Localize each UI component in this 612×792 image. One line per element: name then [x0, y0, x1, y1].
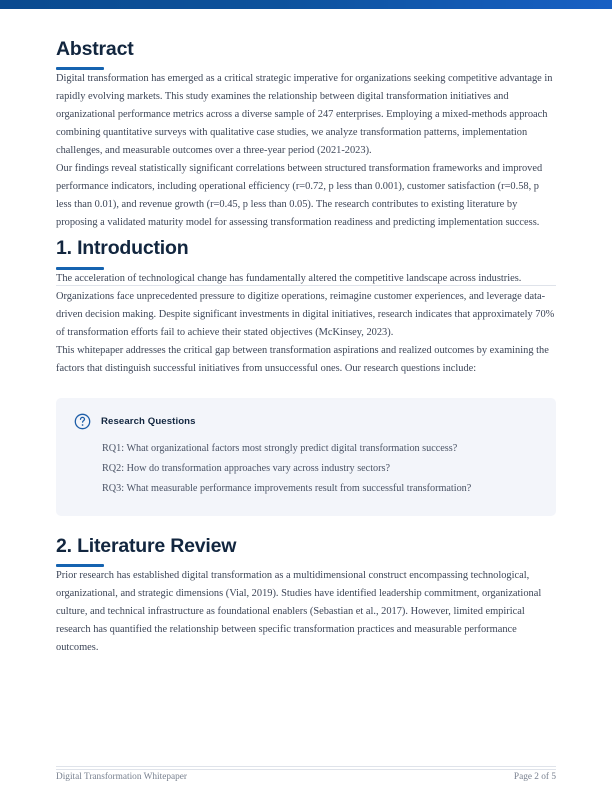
footer-divider-rule — [56, 766, 556, 767]
callout-title: Research Questions — [101, 415, 196, 427]
footer-page-number: Page 2 of 5 — [513, 772, 556, 782]
abstract-paragraph-2: Our findings reveal statistically significant correlations between structured transformation frameworks and improved performance indicators, including operational efficiency (r=0.72, p less than 0.001), customer satisfaction (r=0.58, p less than 0.01), and revenue growth (r=0.45, p less than 0.05). The research contributes to existing literature by proposing a validated maturity model for assessing transformation readiness and predicting implementation success. — [56, 163, 543, 229]
literature-review-heading: 2. Literature Review — [56, 534, 237, 557]
abstract-section — [56, 9, 556, 232]
introduction-heading: 1. Introduction — [56, 237, 189, 260]
page-footer — [56, 772, 556, 782]
list-item: RQ2: How do transformation approaches vary across industry sectors? — [102, 462, 391, 474]
list-item: RQ1: What organizational factors most strongly predict digital transformation success? — [102, 442, 458, 454]
introduction-section — [56, 232, 556, 515]
introduction-paragraph-2: This whitepaper addresses the critical gap between transformation aspirations and realized outcomes by examining the factors that distinguish successful initiatives from unsuccessful ones. Our research questions include: — [56, 344, 549, 374]
literature-review-section — [56, 516, 556, 657]
page-top-accent-bar — [0, 0, 612, 9]
footer-document-title: Digital Transformation Whitepaper — [56, 772, 187, 782]
literature-review-paragraph-1: Prior research has established digital transformation as a multidimensional construct encompassing technological, organizational, and strategic dimensions (Vial, 2019). Studies have identified leadership commitment, organizational culture, and technical infrastructure as foundational enablers (Sebastian et al., 2017). However, limited empirical research has quantified the relationship between specific transformation practices and measurable performance outcomes. — [56, 570, 542, 654]
footer-rule — [56, 769, 556, 770]
introduction-paragraph-1: The acceleration of technological change has fundamentally altered the competitive landscape across industries. Organizations face unprecedented pressure to digitize operations, reimagine customer experiences, and leverage data-driven decision making. Despite significant investments in digital initiatives, research indicates that approximately 70% of transformation efforts fail to achieve their stated objectives (McKinsey, 2023). — [56, 272, 555, 338]
abstract-heading: Abstract — [56, 38, 134, 60]
research-questions-list — [102, 439, 538, 499]
callout-header — [74, 413, 538, 430]
list-item: RQ3: What measurable performance improvements result from successful transformation? — [102, 482, 472, 494]
abstract-paragraph-1: Digital transformation has emerged as a critical strategic imperative for organizations seeking competitive advantage in rapidly evolving markets. This study examines the relationship between digital transformation initiatives and organizational performance metrics across a diverse sample of 247 enterprises. Employing a mixed-methods approach combining quantitative surveys with qualitative case studies, we analyze transformation patterns, implementation challenges, and measurable outcomes over a three-year period (2021-2023). — [56, 73, 553, 157]
question-circle-icon — [74, 413, 91, 430]
page-content — [56, 9, 556, 657]
research-questions-callout — [56, 398, 556, 516]
